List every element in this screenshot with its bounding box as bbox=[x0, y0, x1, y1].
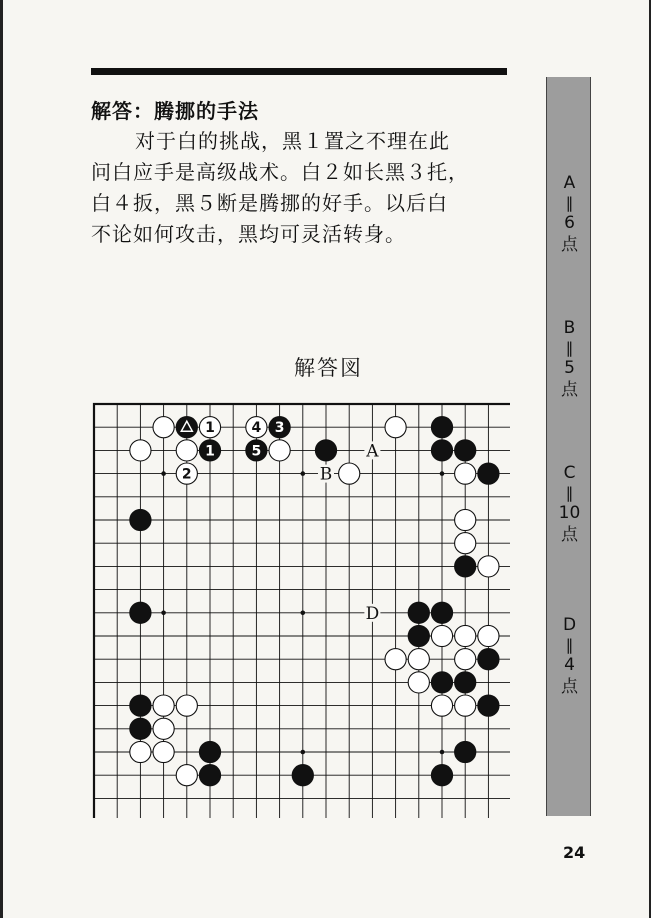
hoshi-point bbox=[440, 471, 445, 476]
black-stone bbox=[478, 649, 499, 670]
score-c bbox=[547, 462, 592, 546]
white-stone bbox=[153, 695, 174, 716]
score-unit: 点 bbox=[561, 235, 578, 255]
point-label: D bbox=[365, 603, 380, 624]
white-stone bbox=[176, 695, 197, 716]
white-stone bbox=[176, 765, 197, 786]
page-number: 24 bbox=[563, 843, 586, 862]
black-stone bbox=[455, 556, 476, 577]
score-letter: D bbox=[562, 615, 577, 635]
score-letter: A bbox=[563, 173, 576, 193]
go-board-diagram bbox=[92, 402, 510, 818]
move-number: 3 bbox=[274, 420, 285, 437]
hoshi-point bbox=[301, 750, 306, 755]
score-separator: ‖ bbox=[565, 484, 574, 502]
white-stone bbox=[455, 463, 476, 484]
move-number: 4 bbox=[251, 420, 262, 437]
move-number: 2 bbox=[181, 466, 192, 483]
black-stone bbox=[130, 718, 151, 739]
score-sidebar bbox=[546, 77, 591, 816]
black-stone bbox=[315, 440, 336, 461]
text-line: 问白应手是高级战术。白２如长黑３托， bbox=[91, 160, 469, 184]
score-a bbox=[547, 172, 592, 256]
black-stone bbox=[431, 417, 452, 438]
white-stone bbox=[455, 649, 476, 670]
white-stone bbox=[478, 625, 499, 646]
score-unit: 点 bbox=[561, 380, 578, 400]
black-stone bbox=[408, 625, 429, 646]
white-stone bbox=[176, 440, 197, 461]
score-value: 4 bbox=[564, 655, 575, 675]
score-d bbox=[547, 614, 592, 698]
move-number: 1 bbox=[205, 443, 215, 460]
black-stone bbox=[455, 440, 476, 461]
white-stone bbox=[130, 741, 151, 762]
white-stone bbox=[455, 533, 476, 554]
white-stone bbox=[455, 625, 476, 646]
hoshi-point bbox=[161, 611, 166, 616]
white-stone bbox=[408, 649, 429, 670]
text-line: 白４扳，黑５断是腾挪的好手。以后白 bbox=[91, 191, 448, 215]
text-line: 对于白的挑战，黑１置之不理在此 bbox=[135, 129, 450, 153]
move-number: 5 bbox=[251, 443, 262, 460]
hoshi-point bbox=[440, 750, 445, 755]
black-stone bbox=[292, 765, 313, 786]
score-unit: 点 bbox=[561, 677, 578, 697]
black-stone bbox=[431, 672, 452, 693]
white-stone bbox=[478, 556, 499, 577]
black-stone bbox=[478, 463, 499, 484]
white-stone bbox=[455, 509, 476, 530]
score-unit: 点 bbox=[561, 525, 578, 545]
hoshi-point bbox=[301, 471, 306, 476]
text-line: 不论如何攻击，黑均可灵活转身。 bbox=[91, 222, 406, 246]
score-separator: ‖ bbox=[565, 194, 574, 212]
point-label: B bbox=[319, 464, 333, 485]
point-label: A bbox=[366, 441, 379, 462]
score-separator: ‖ bbox=[565, 339, 574, 357]
white-stone bbox=[431, 695, 452, 716]
black-stone bbox=[431, 440, 452, 461]
black-stone bbox=[455, 672, 476, 693]
score-letter: B bbox=[563, 318, 576, 338]
move-number: 1 bbox=[205, 420, 215, 437]
black-stone bbox=[431, 765, 452, 786]
black-stone bbox=[455, 741, 476, 762]
white-stone bbox=[153, 417, 174, 438]
white-stone bbox=[153, 718, 174, 739]
answer-heading: 解答：腾挪的手法 bbox=[91, 99, 259, 123]
white-stone bbox=[153, 741, 174, 762]
black-stone bbox=[199, 741, 220, 762]
score-value: 10 bbox=[558, 503, 581, 523]
black-stone bbox=[408, 602, 429, 623]
score-separator: ‖ bbox=[565, 636, 574, 654]
hoshi-point bbox=[161, 471, 166, 476]
black-stone bbox=[130, 509, 151, 530]
score-value: 6 bbox=[564, 213, 575, 233]
white-stone bbox=[339, 463, 360, 484]
hoshi-point bbox=[301, 611, 306, 616]
white-stone bbox=[431, 625, 452, 646]
top-rule bbox=[91, 68, 507, 75]
white-stone bbox=[269, 440, 290, 461]
white-stone bbox=[408, 672, 429, 693]
answer-text bbox=[91, 126, 511, 250]
score-value: 5 bbox=[564, 358, 575, 378]
score-letter: C bbox=[563, 463, 576, 483]
black-stone bbox=[431, 602, 452, 623]
black-stone bbox=[130, 695, 151, 716]
white-stone bbox=[130, 440, 151, 461]
white-stone bbox=[385, 417, 406, 438]
black-stone bbox=[130, 602, 151, 623]
figure-title: 解答図 bbox=[294, 356, 363, 380]
white-stone bbox=[455, 695, 476, 716]
score-b bbox=[547, 317, 592, 401]
white-stone bbox=[385, 649, 406, 670]
black-stone bbox=[199, 765, 220, 786]
black-stone bbox=[478, 695, 499, 716]
